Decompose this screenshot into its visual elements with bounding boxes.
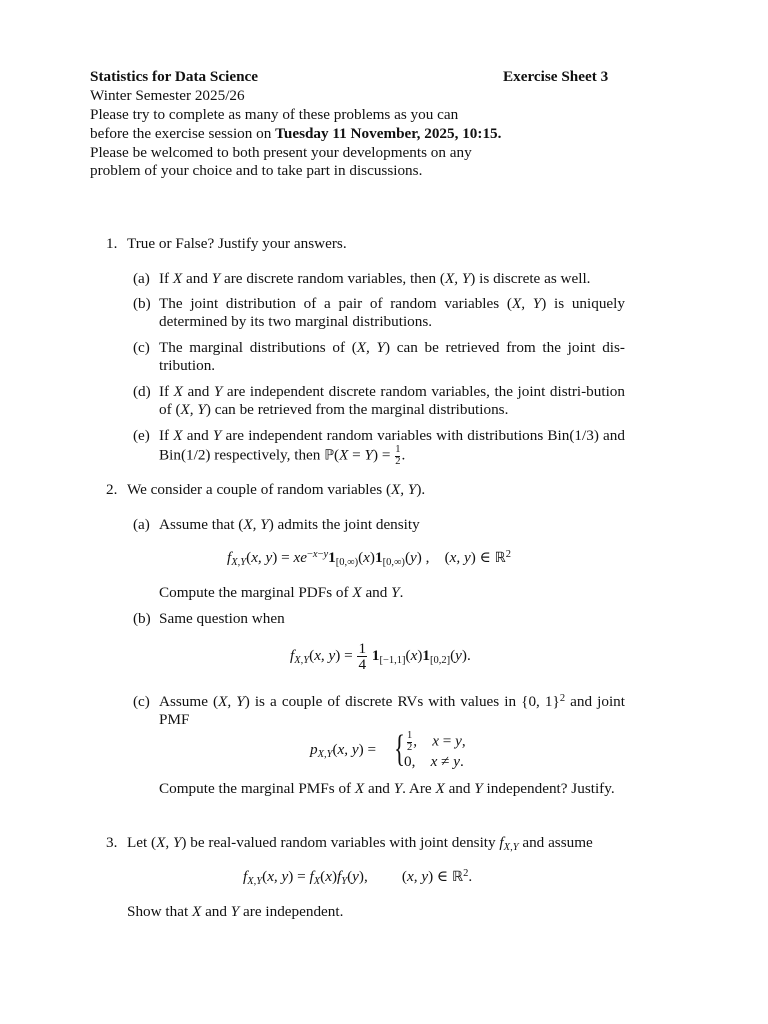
problem-3-question: Show that X and Y are independent. <box>127 903 344 920</box>
problem-2c-text: Assume (X, Y) is a couple of discrete RVs with values in {0, 1}$^2$ and joint PMF <box>159 693 625 728</box>
sheet-title: Exercise Sheet 3 <box>503 68 609 85</box>
problem-1e-label: (e) <box>133 427 150 444</box>
problem-1c-label: (c) <box>133 339 150 356</box>
problem-1-intro: True or False? Justify your answers. <box>127 235 347 252</box>
intro-line-3: Please be welcomed to both present your developments on any <box>90 144 472 161</box>
problem-1c-text: The marginal distributions of (X, Y) can be retrieved from the joint dis-tribution. <box>159 339 625 374</box>
problem-1-number: 1. <box>106 235 118 252</box>
problem-2a-question: Compute the marginal PDFs of X and Y. <box>159 584 404 601</box>
problem-1b-text: The joint distribution of a pair of random variables (X, Y) is uniquely determined by its two marginal distributions. <box>159 295 625 330</box>
problem-1a-label: (a) <box>133 270 150 287</box>
course-title: Statistics for Data Science <box>90 68 259 85</box>
problem-2c-question: Compute the marginal PMFs of X and Y. Are X and Y independent? Justify. <box>159 780 615 797</box>
joint-density-formula-b: $f_{X,Y}(x$, y) = $\frac{1}{4}$ $1_{[-1,1]}(x)1_{[0,2]}(y)$. <box>290 640 471 674</box>
intro-line-2 <box>90 125 501 143</box>
problem-2b-text: Same question when <box>159 610 285 627</box>
problem-1e-text: If X and Y are independent random variables with distributions Bin(1/3) and Bin(1/2) respectively, then ℙ(X = Y) = $\frac{1}{2}$ . <box>159 427 625 467</box>
intro-line-4: problem of your choice and to take part in discussions. <box>90 162 423 179</box>
problem-2c-label: (c) <box>133 693 150 710</box>
exercise-sheet-page: Statistics for Data Science Exercise Sheet 3 Winter Semester 2025/26 Please try to complete as many of these problems as you can before the exercise session on Tuesday 11 November, 2025, 10:15. Please be welcomed to both present your developments on any problem of your choice and to take part in discussions. 1. True or False? Justify your answers. (a) If X and Y are discrete random variables, then (X, Y) is discrete as well. (b) The joint distribution of a pair of random variables (X, Y) is uniquely determined by its two marginal distributions. (c) The marginal distributions of (X, Y) can be retrieved from the joint dis-tribution. (d) If X and Y are independent discrete random variables, the joint distri-bution of (X, Y) can be retrieved from the marginal distributions. (e) If X and Y are independent random variables with distributions Bin(1/3) and Bin(1/2) respectively, then ℙ(X = Y) = $\frac{1}{2}$ . 2. We consider a couple of random variables (X, Y). (a) Assume that (X, Y) admits the joint density $f_{X,Y}(x$, $y) = xe^{-x-y}1_{[0,\infty)}(x)1_{[0,\infty)}(y)$ , (x, y) ∈ ℝ$^2$ Compute the marginal PDFs of X and Y. (b) Same question when $f_{X,Y}(x$, y) = $\frac{1}{4}$ $1_{[-1,1]}(x)1_{[0,2]}(y)$. (c) Assume (X, Y) is a couple of discrete RVs with values in {0, 1}$^2$ and joint PMF $p_{X,Y}(x$, y) = { $\frac{1}{2}$ , x = y, 0, x ≠ y. Compute the marginal PMFs of X and Y. Are X and Y independent? Justify. 3. Let (X, Y) be real-valued random variables with joint density $f_{X,Y}$ and assume $f_{X,Y}(x$, $y) = f_X(x)f_Y(y)$, (x, y) ∈ ℝ$^2$. Show that X and Y are independent. <box>90 68 625 920</box>
intro-line-1: Please try to complete as many of these problems as you can <box>90 106 459 123</box>
problem-2b-label: (b) <box>133 610 151 627</box>
semester: Winter Semester 2025/26 <box>90 87 245 104</box>
problem-1d-label: (d) <box>133 383 151 400</box>
problem-2a-label: (a) <box>133 516 150 533</box>
problem-2a-text: Assume that (X, Y) admits the joint density <box>159 516 420 533</box>
joint-density-formula-a: $f_{X,Y}(x$, $y) = xe^{-x-y}1_{[0,\infty)}(x)1_{[0,\infty)}(y)$ , (x, y) ∈ ℝ$^2$ <box>227 549 511 568</box>
problem-2-number: 2. <box>106 481 118 498</box>
intro-line-2-text: before the exercise session on <box>90 125 276 142</box>
problem-3-number: 3. <box>106 834 118 851</box>
problem-2-intro: We consider a couple of random variables (X, Y). <box>127 481 426 498</box>
problem-1a-text: If X and Y are discrete random variables, then (X, Y) is discrete as well. <box>159 270 591 287</box>
session-date: Tuesday 11 November, 2025, 10:15. <box>275 125 502 142</box>
problem-1d-text: If X and Y are independent discrete random variables, the joint distri-bution of (X, Y) can be retrieved from the marginal distributions. <box>159 383 625 418</box>
problem-1b-label: (b) <box>133 295 151 312</box>
problem-3-intro: Let (X, Y) be real-valued random variables with joint density $f_{X,Y}$ and assume <box>127 834 593 853</box>
product-density-formula: $f_{X,Y}(x$, $y) = f_X(x)f_Y(y)$, (x, y) ∈ ℝ$^2$. <box>243 868 473 887</box>
